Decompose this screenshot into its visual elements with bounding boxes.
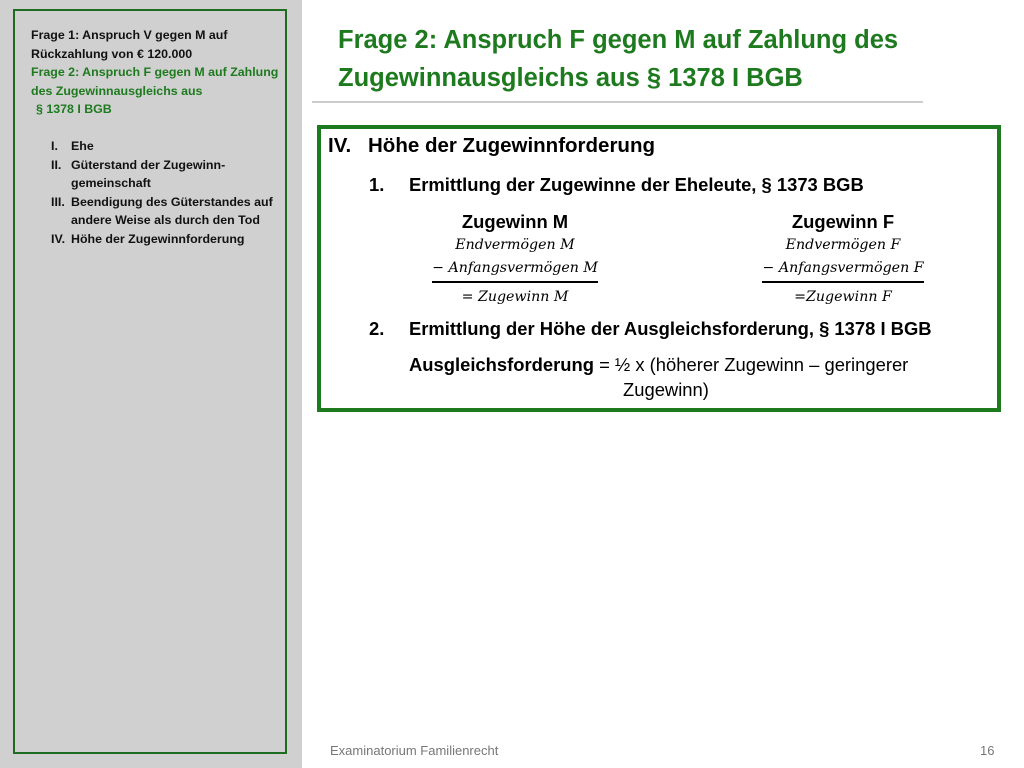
nav-outline <box>31 137 286 249</box>
item-1 <box>369 174 864 196</box>
outline-item-hoehe[interactable] <box>51 230 286 249</box>
outline-label: Güterstand der Zugewinn-gemeinschaft <box>71 157 226 191</box>
ausgleichsforderung-formula <box>409 352 989 402</box>
item-1-text: Ermittlung der Zugewinne der Eheleute, § 1373 BGB <box>409 174 864 195</box>
outline-label: Ehe <box>71 138 94 153</box>
item-2-number: 2. <box>369 318 385 339</box>
outline-item-beendigung[interactable] <box>51 193 286 230</box>
nav-frage-2[interactable]: Frage 2: Anspruch F gegen M auf Zahlung des Zugewinnausgleichs aus <box>31 65 279 98</box>
outline-number: II. <box>51 157 62 172</box>
nav-frage-1[interactable]: Frage 1: Anspruch V gegen M auf Rückzahlung von € 120.000 <box>31 28 228 61</box>
formula-term: Ausgleichsforderung <box>409 354 594 375</box>
zugewinn-f-heading: Zugewinn F <box>791 211 895 232</box>
outline-number: IV. <box>51 231 66 246</box>
item-1-number: 1. <box>369 174 385 195</box>
outline-label: Höhe der Zugewinnforderung <box>71 231 245 246</box>
outline-label: Beendigung des Güterstandes auf andere Weise als durch den Tod <box>71 194 273 228</box>
formula-continuation: Zugewinn) <box>623 379 709 400</box>
slide-title: Frage 2: Anspruch F gegen M auf Zahlung des Zugewinnausgleichs aus § 1378 I BGB <box>338 26 899 92</box>
item-2 <box>369 318 932 340</box>
zugewinn-m-block <box>405 210 625 309</box>
zugewinn-f-block <box>733 210 953 309</box>
nav-frage-2-paragraph: § 1378 I BGB <box>36 102 112 117</box>
zugewinn-f-result: =Zugewinn F <box>794 289 892 305</box>
zugewinn-m-anfangsvermoegen: − Anfangsvermögen M <box>432 257 598 283</box>
zugewinn-m-heading: Zugewinn M <box>461 211 569 232</box>
section-number: IV. <box>328 134 352 157</box>
section-heading <box>328 134 655 158</box>
section-title: Höhe der Zugewinnforderung <box>368 134 655 157</box>
title-divider <box>312 101 923 103</box>
page-number: 16 <box>980 743 995 758</box>
footer-course-title: Examinatorium Familienrecht <box>330 743 499 758</box>
zugewinn-m-endvermoegen: Endvermögen M <box>455 237 575 253</box>
item-2-text: Ermittlung der Höhe der Ausgleichsforderung, § 1378 I BGB <box>409 318 932 339</box>
zugewinn-f-endvermoegen: Endvermögen F <box>785 237 901 253</box>
outline-item-ehe[interactable] <box>51 137 286 156</box>
zugewinn-f-anfangsvermoegen: − Anfangsvermögen F <box>762 257 923 283</box>
outline-item-gueterstand[interactable] <box>51 156 286 193</box>
outline-number: III. <box>51 194 65 209</box>
sidebar-nav <box>31 26 286 249</box>
zugewinn-m-result: = Zugewinn M <box>461 289 569 305</box>
outline-number: I. <box>51 138 58 153</box>
formula-expression: = ½ x (höherer Zugewinn – geringerer <box>593 354 909 375</box>
